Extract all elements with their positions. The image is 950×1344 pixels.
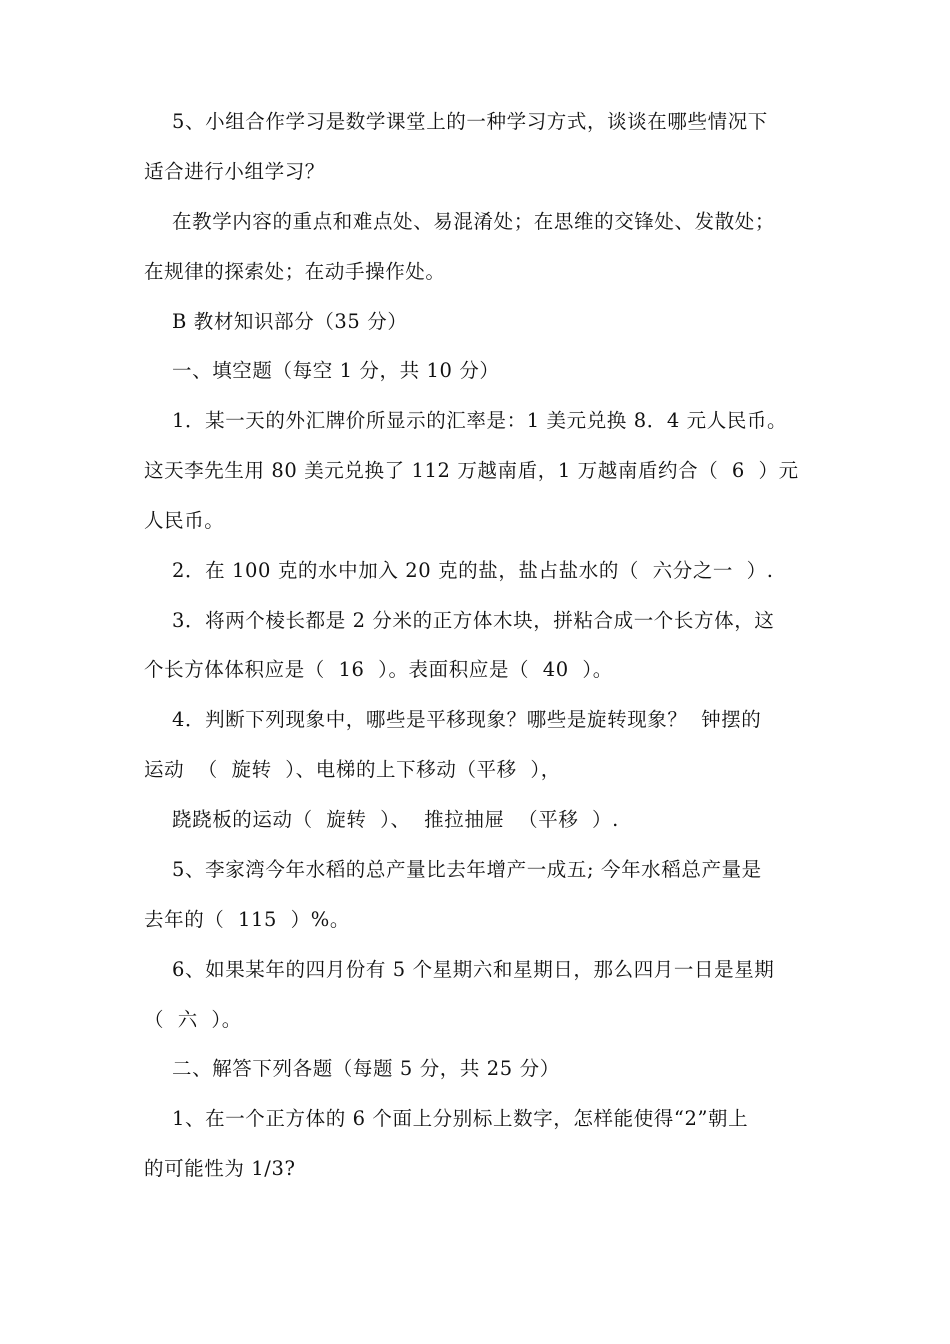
solve-1-line-1: 1、在一个正方体的 6 个面上分别标上数字，怎样能使得“2”朝上 [172,1107,749,1130]
fill-4-line-1: 4．判断下列现象中，哪些是平移现象？哪些是旋转现象？ 钟摆的 [172,708,762,731]
answer-5-line-2: 在规律的探索处；在动手操作处。 [144,260,446,283]
fill-6-line-2: （ 六 ）。 [144,1008,242,1031]
question-5-line-1: 5、小组合作学习是数学课堂上的一种学习方式，谈谈在哪些情况下 [172,110,768,133]
fill-3-line-2: 个长方体体积应是（ 16 ）。表面积应是（ 40 ）。 [144,658,613,681]
fill-2-line-1: 2．在 100 克的水中加入 20 克的盐，盐占盐水的（ 六分之一 ）. [172,559,774,582]
fill-1-line-2: 这天李先生用 80 美元兑换了 112 万越南盾，1 万越南盾约合（ 6 ）元 [144,459,799,482]
part-2-heading: 二、解答下列各题（每题 5 分，共 25 分） [172,1057,560,1080]
fill-1-line-3: 人民币。 [144,509,225,532]
section-b-heading: B 教材知识部分（35 分） [172,310,408,333]
fill-1-line-1: 1．某一天的外汇牌价所显示的汇率是：1 美元兑换 8．4 元人民币。 [172,409,788,432]
solve-1-line-2: 的可能性为 1/3? [144,1157,296,1180]
answer-5-line-1: 在教学内容的重点和难点处、易混淆处；在思维的交锋处、发散处； [172,210,776,233]
fill-4-line-2: 运动 （ 旋转 ）、电梯的上下移动（平移 ）， [144,758,561,781]
fill-6-line-1: 6、如果某年的四月份有 5 个星期六和星期日，那么四月一日是星期 [172,958,775,981]
question-5-line-2: 适合进行小组学习？ [144,160,325,183]
fill-5-line-1: 5、李家湾今年水稻的总产量比去年增产一成五; 今年水稻总产量是 [172,858,762,881]
fill-4-line-3: 跷跷板的运动（ 旋转 ）、 推拉抽屉 （平移 ）. [172,808,619,831]
fill-5-line-2: 去年的（ 115 ）%。 [144,908,350,931]
fill-3-line-1: 3．将两个棱长都是 2 分米的正方体木块，拼粘合成一个长方体，这 [172,609,775,632]
part-1-heading: 一、填空题（每空 1 分，共 10 分） [172,359,500,382]
